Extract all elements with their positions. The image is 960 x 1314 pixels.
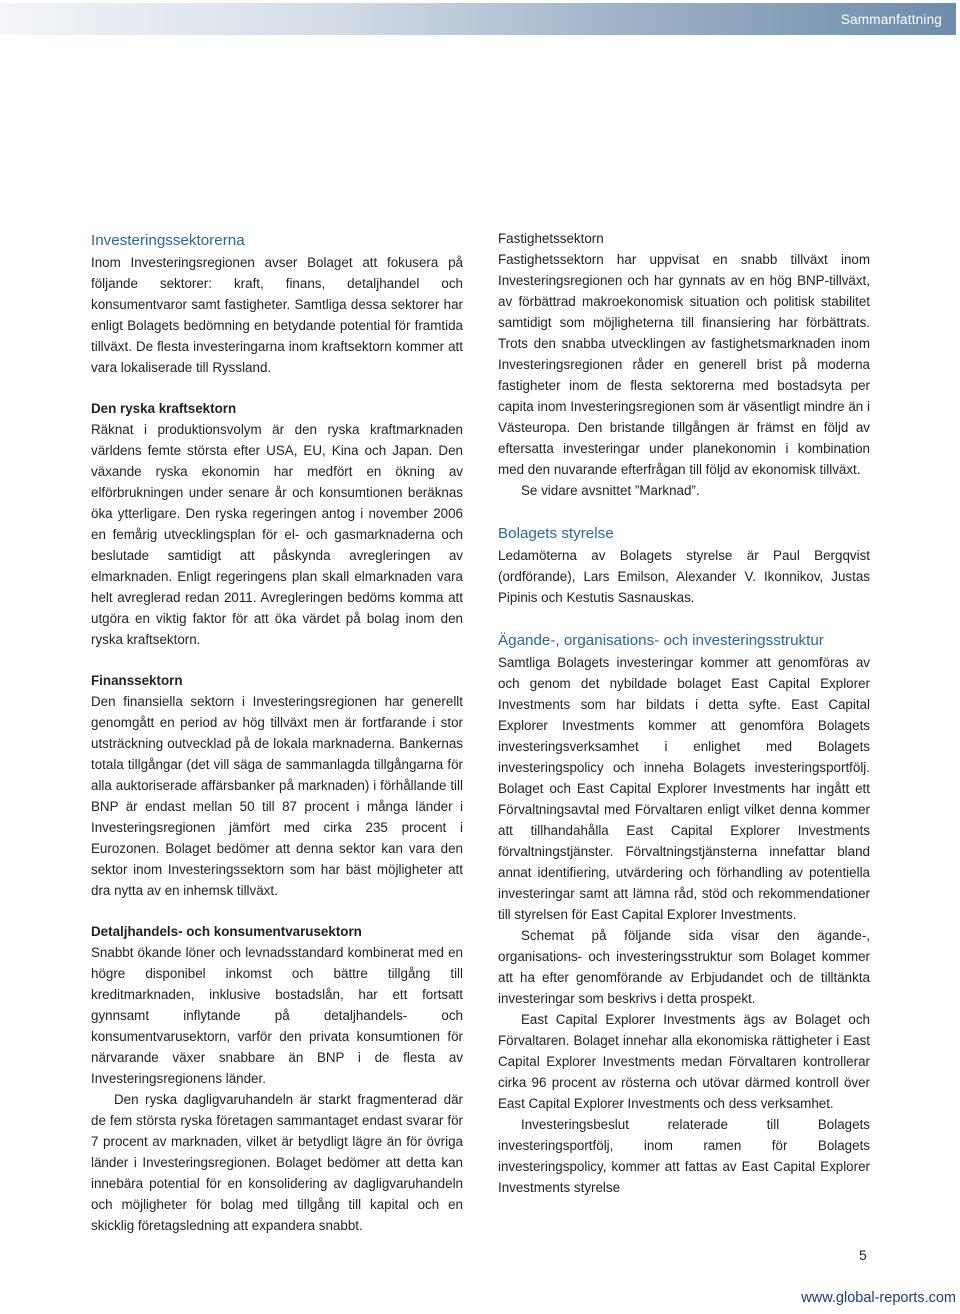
page-number: 5: [859, 1247, 867, 1263]
paragraph-agande-1: Samtliga Bolagets investeringar kommer att genomföras av och genom det nybildade bolaget East Capital Explorer Investments som har bildats i detta syfte. East Capital Explorer Investments kommer att genomföra Bolagets investeringsverksamhet i enlighet med Bolagets investeringspolicy och inneha Bolagets investeringsportfölj. Bolaget och East Capital Explorer Investments har ingått ett Förvaltningsavtal med Förvaltaren enligt vilket denna kommer att tillhandahålla East Capital Explorer Investments förvaltningstjänster. Förvaltningstjänsterna innefattar bland annat identifiering, utvärdering och förhandling av potentiella investeringar samt att lämna råd, stöd och rekommendationer till styrelsen för East Capital Explorer Investments.: [498, 655, 870, 922]
heading-finanssektorn: Finanssektorn: [91, 673, 183, 688]
paragraph-styrelse: Ledamöterna av Bolagets styrelse är Paul Bergqvist (ordförande), Lars Emilson, Alexander V. Ikonnikov, Justas Pipinis och Kestutis Sasnauskas.: [498, 548, 870, 605]
paragraph-agande-2: Schemat på följande sida visar den ägande-, organisations- och investeringsstruktur som Bolaget kommer att ha efter genomförande av Erbjudandet och de tilltänkta investeringar som beskrivs i detta prospekt.: [498, 928, 870, 1006]
paragraph-finanssektorn: Den finansiella sektorn i Investeringsregionen har generellt genomgått en period av hög tillväxt men är fortfarande i stor utsträckning outvecklad på de lokala marknaderna. Bankernas totala tillgångar (det vill säga de sammanlagda tillgångarna för alla auktoriserade affärsbanker på marknaden) i förhållande till BNP är endast mellan 50 till 87 procent i många länder i Investeringsregionen jämfört med cirka 235 procent i Eurozonen. Bolaget bedömer att denna sektor kan vara den sektor inom Investeringssektorn som har bäst möjligheter att dra nytta av en inhemsk tillväxt.: [91, 694, 463, 898]
heading-investeringssektorerna: Investeringssektorerna: [91, 232, 245, 249]
section-title: Sammanfattning: [840, 12, 942, 27]
heading-ryska-kraftsektorn: Den ryska kraftsektorn: [91, 401, 237, 416]
paragraph-detaljhandel-2: Den ryska dagligvaruhandeln är starkt fragmenterad där de fem största ryska företagen sammantaget endast svarar för 7 procent av marknaden, vilket är betydligt lägre än för övriga länder i Investeringsregionen. Bolaget bedömer att detta kan innebära potential för en konsolidering av dagligvaruhandeln och möjligheter för bolag med tillgång till kapital och en skicklig företagsledning att expandera snabbt.: [91, 1092, 463, 1233]
heading-bolagets-styrelse: Bolagets styrelse: [498, 525, 614, 542]
paragraph-agande-3: East Capital Explorer Investments ägs av Bolaget och Förvaltaren. Bolaget innehar alla ekonomiska rättigheter i East Capital Explorer Investments medan Förvaltaren kontrollerar cirka 96 procent av rösterna och utövar därmed kontroll över East Capital Explorer Investments och dess verksamhet.: [498, 1012, 870, 1111]
paragraph-kraftsektorn: Räknat i produktionsvolym är den ryska kraftmarknaden världens femte största efter USA, EU, Kina och Japan. Den växande ryska ekonomin har medfört en ökning av elförbrukningen under senare år och konsumtionen beräknas öka ytterligare. Den ryska regeringen antog i november 2006 en femårig utvecklingsplan för el- och gasmarknaderna och beslutade samtidigt att påskynda avregleringen av elmarknaden. Enligt regeringens plan skall elmarknaden vara helt avreglerad redan 2011. Avregleringen bedöms komma att utgöra en viktig faktor för att öka värdet på bolag inom den ryska kraftsektorn.: [91, 422, 463, 647]
paragraph-se-vidare: Se vidare avsnittet ”Marknad”.: [521, 483, 700, 498]
heading-fastighetssektorn: Fastighetssektorn: [498, 231, 604, 246]
paragraph-fastighetssektorn: Fastighetssektorn har uppvisat en snabb tillväxt inom Investeringsregionen och har gynnats av en hög BNP-tillväxt, av förbättrad makroekonomisk situation och politisk stabilitet samtidigt som möjligheterna till finansiering har förbättrats. Trots den snabba utvecklingen av fastighetsmarknaden inom Investeringsregionen råder en generell brist på moderna fastigheter inom de flesta sektorerna med bostadsyta per capita inom Investeringsregionen som är väsentligt mindre än i Västeuropa. Den bristande tillgången är främst en följd av eftersatta investeringar under planekonomin i kombination med den nuvarande efterfrågan till följd av ekonomisk tillväxt.: [498, 252, 870, 477]
paragraph-agande-4: Investeringsbeslut relaterade till Bolagets investeringsportfölj, inom ramen för Bolagets investeringspolicy, kommer att fattas av East Capital Explorer Investments styrelse: [498, 1117, 870, 1195]
footer-url-link[interactable]: www.global-reports.com: [801, 1290, 956, 1306]
left-column: [91, 228, 463, 1236]
paragraph-detaljhandel-1: Snabbt ökande löner och levnadsstandard kombinerat med en högre disponibel inkomst och bättre tillgång till kreditmarknaden, inklusive bostadslån, har ett fortsatt gynnsamt inflytande på detaljhandels- och konsumentvarusektorn, varför den privata konsumtionen för närvarande växer snabbare än BNP i de flesta av Investeringsregionens länder.: [91, 945, 463, 1086]
heading-detaljhandel: Detaljhandels- och konsumentvarusektorn: [91, 924, 362, 939]
header-bar: [0, 3, 956, 35]
heading-agandestruktur: Ägande-, organisations- och investeringsstruktur: [498, 632, 824, 649]
right-column: [498, 228, 870, 1198]
paragraph-intro: Inom Investeringsregionen avser Bolaget att fokusera på följande sektorer: kraft, finans, detaljhandel och konsumentvaror samt fastigheter. Samtliga dessa sektorer har enligt Bolagets bedömning en betydande potential för framtida tillväxt. De flesta investeringarna inom kraftsektorn kommer att vara lokaliserade till Ryssland.: [91, 255, 463, 375]
